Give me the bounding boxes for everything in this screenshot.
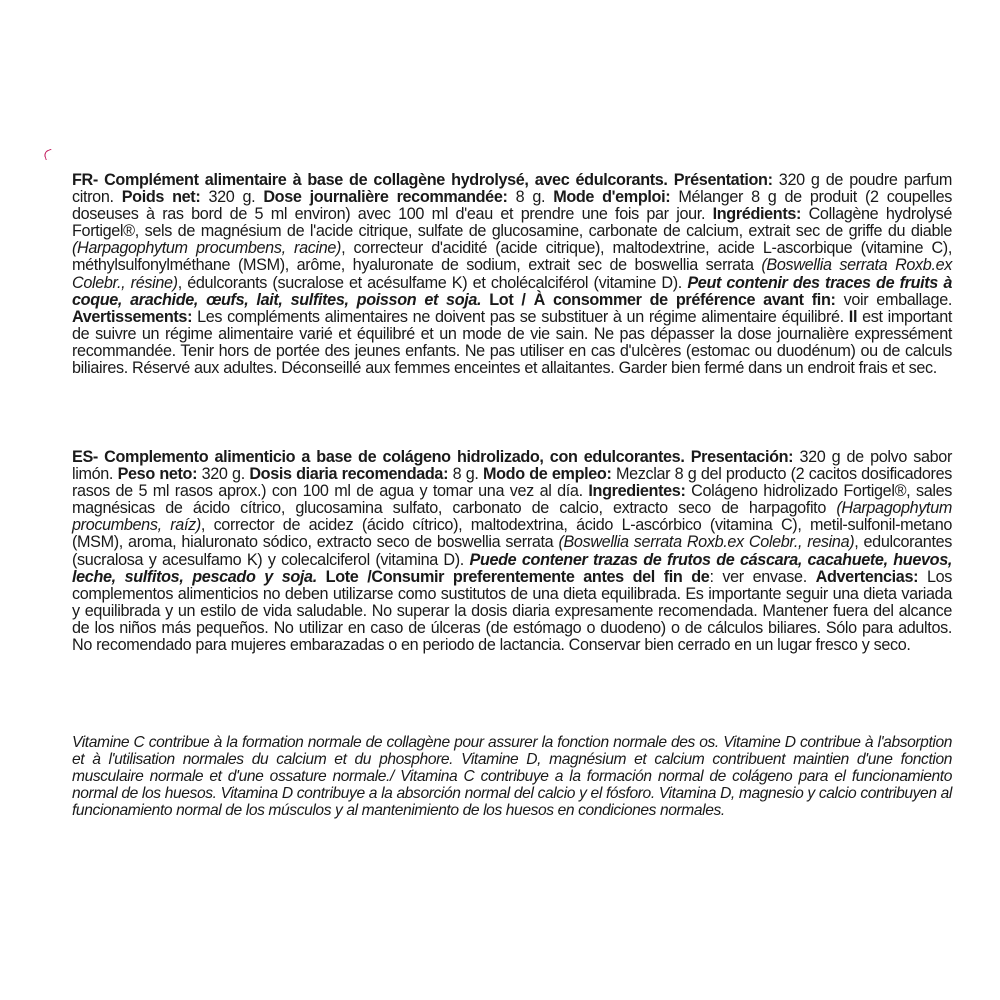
spanish-label-text: [72, 449, 952, 654]
fr-ingredients-latin-1: (Harpagophytum procumbens, racine): [72, 239, 342, 258]
fr-daily-dose-label: Dose journalière recommandée:: [263, 188, 508, 207]
fr-ingredients-label: Ingrédients:: [712, 205, 802, 224]
es-usage-value: Mezclar 8 g del producto (2 cacitos dosificadores rasos de 5 ml rasos aprox.) con 100 ml de agua y tomar una vez al día.: [72, 465, 952, 501]
health-claims-text: Vitamine C contribue à la formation normale de collagène pour assurer la fonction normale des os. Vitamine D contribue à l'absorption et à l'utilisation normales du calcium et du phosphore. Vitamine D, magnésium et calcium contribuent maintien d'une fonction musculaire normale et d'une ossature normale./ Vitamina C contribuye a la formación normal de colágeno para el funcionamiento normal de los huesos. Vitamina D contribuye a la absorción normal del calcio y el fósforo. Vitamina D, magnesio y calcio contribuyen al funcionamiento normal de los músculos y al mantenimiento de los huesos en condiciones normales.: [72, 734, 952, 820]
fr-warnings-label: Avertissements:: [72, 307, 193, 326]
fr-presentation-label: Présentation:: [673, 171, 773, 189]
es-lot-value: : ver envase.: [709, 567, 816, 586]
es-net-weight-value: 320 g.: [197, 465, 250, 484]
fr-net-weight-value: 320 g.: [200, 188, 264, 207]
es-daily-dose-value: 8 g.: [448, 465, 483, 484]
fr-presentation-value: 320 g de poudre parfum citron.: [72, 171, 952, 207]
fr-title: FR- Complément alimentaire à base de collagène hydrolysé, avec édulcorants.: [72, 171, 668, 189]
es-ingredients-latin-2: (Boswellia serrata Roxb.ex Colebr., resina): [558, 533, 855, 552]
fr-lot-label: Lot / À consommer de préférence avant fin:: [481, 290, 836, 309]
french-label-text: [72, 172, 952, 377]
es-daily-dose-label: Dosis diaria recomendada:: [249, 465, 449, 484]
es-title: ES- Complemento alimenticio a base de colágeno hidrolizado, con edulcorantes.: [72, 448, 685, 466]
fr-warnings-bold: Il: [843, 307, 858, 326]
fr-warnings-text-1: Les compléments alimentaires ne doivent pas se substituer à un régime alimentaire équilibré.: [192, 307, 844, 326]
fr-lot-value: voir emballage.: [835, 290, 952, 309]
es-warnings-text: Los complementos alimenticios no deben utilizarse como sustitutos de una dieta equilibrada. Es importante seguir una dieta variada y equilibrada y un estilo de vida saludable. No superar la dosis diaria expresamente recomendada. Mantener fuera del alcance de los niños más pequeños. No utilizar en caso de úlceras (de estómago o duodeno) o de cálculos biliares. Sólo para adultos. No recomendado para mujeres embarazadas o en periodo de lactancia. Conservar bien cerrado en un lugar fresco y seco.: [72, 567, 952, 655]
es-ingredients-latin-1: (Harpagophytum procumbens, raíz): [72, 499, 952, 535]
fr-net-weight-label: Poids net:: [121, 188, 201, 207]
fr-ingredients-text-1: Collagène hydrolysé Fortigel®, sels de magnésium de l'acide citrique, sulfate de glucosamine, carbonate de calcium, extrait sec de griffe du diable: [72, 205, 952, 241]
es-warnings-label: Advertencias:: [815, 567, 919, 586]
fr-usage-label: Mode d'emploi:: [553, 188, 671, 207]
es-lot-label: Lote /Consumir preferentemente antes del fin de: [316, 567, 710, 586]
es-allergen-warning: Puede contener trazas de frutos de cáscara, cacahuete, huevos, leche, sulfitos, pescado y soja.: [72, 550, 952, 586]
es-ingredients-label: Ingredientes:: [588, 482, 686, 501]
fr-warnings-text-2: est important de suivre un régime alimentaire varié et équilibré et un mode de vie sain. Ne pas dépasser la dose journalière expressément recommandée. Tenir hors de portée des jeunes enfants. Ne pas utiliser en cas d'ulcères (estomac ou duodénum) ou de calculs biliaires. Réservé aux adultes. Déconseillé aux femmes enceintes et allaitantes. Garder bien fermé dans un endroit frais et sec.: [72, 307, 952, 378]
fr-ingredients-text-3: , édulcorants (sucralose et acésulfame K) et cholécalciférol (vitamine D).: [177, 273, 688, 292]
es-net-weight-label: Peso neto:: [117, 465, 198, 484]
es-ingredients-text-3: , edulcorantes (sucralosa y acesulfamo K) y colecalciferol (vitamina D).: [72, 533, 953, 569]
es-presentation-value: 320 g de polvo sabor limón.: [72, 448, 952, 484]
corner-mark-icon: [43, 149, 55, 161]
es-usage-label: Modo de empleo:: [483, 465, 612, 484]
fr-ingredients-latin-2: (Boswellia serrata Roxb.ex Colebr., résine): [72, 256, 952, 292]
es-ingredients-text-1: Colágeno hidrolizado Fortigel®, sales magnésicas de ácido cítrico, glucosamina sulfato, carbonato de calcio, extracto seco de harpagofito: [72, 482, 952, 518]
fr-daily-dose-value: 8 g.: [507, 188, 554, 207]
es-ingredients-text-2: , corrector de acidez (ácido cítrico), maltodextrina, ácido L-ascórbico (vitamina C), metil-sulfonil-metano (MSM), aroma, hialuronato sódico, extracto seco de boswellia serrata: [72, 516, 952, 552]
fr-allergen-warning: Peut contenir des traces de fruits à coque, arachide, œufs, lait, sulfites, poisson et soja.: [72, 273, 952, 309]
fr-usage-value: Mélanger 8 g de produit (2 coupelles doseuses à ras bord de 5 ml environ) avec 100 ml d'eau et prendre une fois par jour.: [72, 188, 953, 224]
es-presentation-label: Presentación:: [684, 448, 794, 466]
fr-ingredients-text-2: , correcteur d'acidité (acide citrique), maltodextrine, acide L-ascorbique (vitamine C), méthylsulfonylméthane (MSM), arôme, hyaluronate de sodium, extrait sec de boswellia serrata: [72, 239, 952, 275]
